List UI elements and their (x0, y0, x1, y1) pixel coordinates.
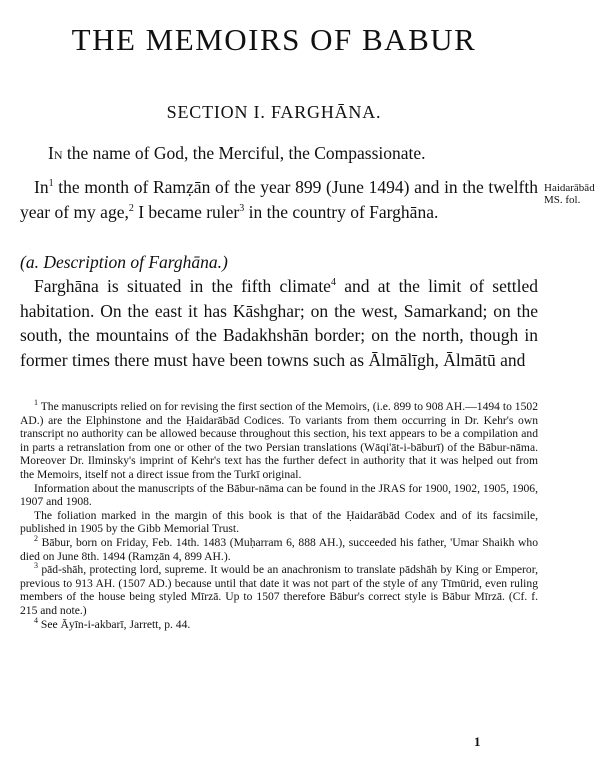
footnote-ref-4[interactable]: 4 (330, 277, 336, 289)
footnote-mark: 3 (34, 561, 38, 571)
opening-text-3: I became ruler (133, 201, 240, 222)
footnote-3 (20, 563, 538, 617)
footnote-text: Bābur, born on Friday, Feb. 14th. 1483 (Muḥarram 6, 888 AH.), succeeded his father, 'Umar Shaikh who died on June 8th. 1494 (Ramẓān 4, 899 AH.). (20, 535, 538, 563)
invocation (48, 143, 426, 164)
footnote-2 (20, 536, 538, 563)
footnote-1 (20, 400, 538, 482)
opening-text-4: in the country of Farghāna. (244, 201, 439, 222)
footnote-mark: 4 (34, 615, 38, 625)
farghana-text-2: and at the limit of settled habitation. On the east it has Kāshghar; on the west, Samarkand; on the south, the mountains of the Badakhshān border; on the north, though in former times there must have been towns such as Ālmālīgh, Ālmātū and (20, 276, 538, 370)
invocation-text: the name of God, the Merciful, the Compassionate. (62, 143, 426, 163)
footnote-text: The manuscripts relied on for revising the first section of the Memoirs, (i.e. 899 to 908 AH.—1494 to 1502 AD.) are the Elphinstone and the Ḥaidarābād Codices. To variants from them occurring in Dr. Kehr's own transcript no authority can be allowed because throughout this section, his text appears to be a compilation and in parts a retranslation from one or other of the two Persian translations (Wāqi'āt-i-bāburī) of the Bābur-nāma. Moreover Dr. Ilminsky's imprint of Kehr's text has the further defect in authority that it was helped out from the Memoirs, itself not a direct issue from the Turkī original. (20, 400, 538, 481)
footnote-ref-3[interactable]: 3 (239, 202, 245, 214)
invocation-lead: In (48, 143, 63, 163)
footnote-1-cont-1: Information about the manuscripts of the Bābur-nāma can be found in the JRAS for 1900, 1902, 1905, 1906, 1907 and 1908. (20, 481, 538, 509)
footnotes (20, 400, 538, 631)
section-title: SECTION I. FARGHĀNA. (166, 102, 382, 122)
farghana-paragraph (20, 274, 538, 372)
footnote-4 (20, 615, 538, 632)
margin-note: Haidarābād MS. fol. (544, 182, 595, 206)
footnote-text: pād-shāh, protecting lord, supreme. It would be an anachronism to translate pādshāh by King or Emperor, previous to 913 AH. (1507 AD.) because until that date it was not part of the style of any Tīmūrid, even ruling members of the house being styled Mīrzā. Up to 1507 therefore Bābur's correct style is Bābur Mīrzā. (Cf. f. 215 and note.) (20, 563, 538, 617)
footnote-ref-2[interactable]: 2 (128, 202, 134, 214)
footnote-mark: 1 (34, 398, 38, 408)
opening-text-2: the month of Ramẓān of the year 899 (June 1494) and in the twelfth year of my age, (20, 177, 538, 222)
opening-text-1: In (34, 177, 49, 197)
opening-paragraph (20, 175, 538, 224)
footnote-text: See Āyīn-i-akbarī, Jarrett, p. 44. (40, 617, 191, 631)
footnote-1-cont-2: The foliation marked in the margin of this book is that of the Ḥaidarābād Codex and of its facsimile, published in 1905 by the Gibb Memorial Trust. (20, 508, 538, 536)
page-number: 1 (474, 734, 481, 749)
farghana-text-1: Farghāna is situated in the fifth climate (34, 276, 331, 296)
footnote-mark: 2 (34, 534, 38, 544)
footnote-ref-1[interactable]: 1 (48, 178, 54, 190)
subheading: (a. Description of Farghāna.) (20, 252, 228, 272)
book-title: THE MEMOIRS OF BABUR (71, 22, 477, 57)
